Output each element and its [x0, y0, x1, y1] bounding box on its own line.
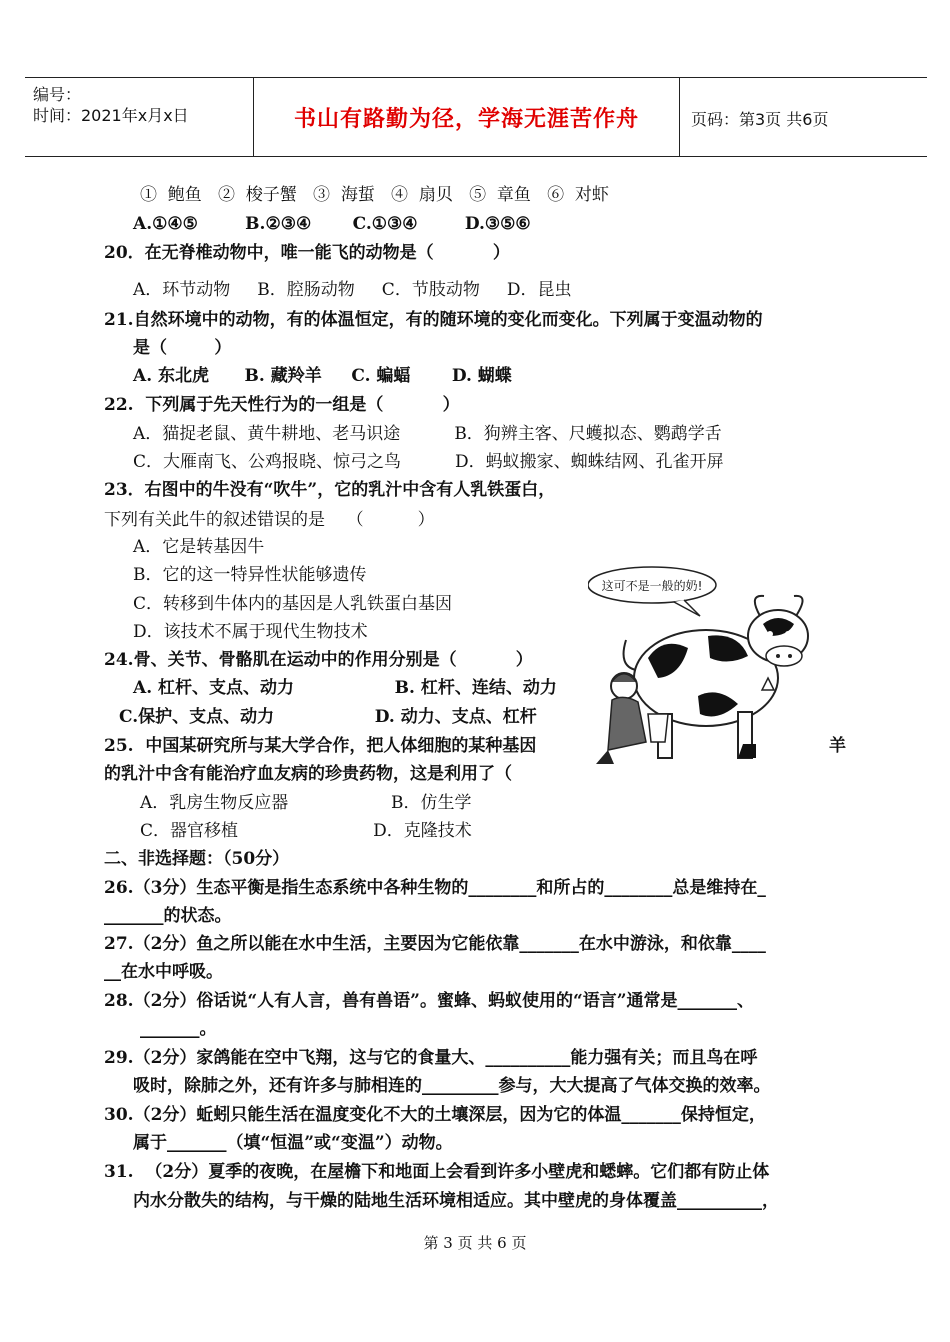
q23-stem: 23．右图中的牛没有“吹牛”，它的乳汁中含有人乳铁蛋白， [104, 480, 556, 500]
q21-stem-cont: 是（ ） [133, 338, 232, 358]
q26-line2: _______的状态。 [104, 906, 232, 926]
q25-choices-ab: A．乳房生物反应器 B．仿生学 [140, 793, 472, 813]
q21-choices: A. 东北虎 B. 藏羚羊 C. 蝙蝠 D. 蝴蝶 [133, 366, 512, 386]
q21-stem: 21.自然环境中的动物，有的体温恒定，有的随环境的变化而变化。下列属于变温动物的 [104, 310, 763, 330]
q20-choices: A．环节动物 B．腔肠动物 C．节肢动物 D．昆虫 [133, 280, 572, 300]
q28-line1: 28.（2分）俗话说“人有人言，兽有兽语”。蜜蜂、蚂蚁使用的“语言”通常是_______、 [104, 991, 755, 1011]
cow-illustration [588, 566, 820, 770]
q24-stem: 24.骨、关节、骨骼肌在运动中的作用分别是（ ） [104, 650, 533, 670]
q31-line1: 31. （2分）夏季的夜晚，在屋檐下和地面上会看到许多小壁虎和蟋蟀。它们都有防止体 [104, 1162, 770, 1182]
q23-stem-cont: 下列有关此牛的叙述错误的是 （ ） [104, 510, 435, 530]
q24-choices-ab: A. 杠杆、支点、动力 B. 杠杆、连结、动力 [133, 678, 557, 698]
q29-line2: 吸时，除肺之外，还有许多与肺相连的_________参与，大大提高了气体交换的效率。 [133, 1076, 771, 1096]
q20-stem: 20．在无脊椎动物中，唯一能飞的动物是（ ） [104, 243, 510, 263]
q22-choices-cd: C．大雁南飞、公鸡报晓、惊弓之鸟 D．蚂蚁搬家、蜘蛛结网、孔雀开屏 [133, 452, 724, 472]
q23-choice-a: A．它是转基因牛 [133, 537, 265, 557]
q25-stem-tail: 羊 [829, 736, 846, 756]
q26-line1: 26.（3分）生态平衡是指生态系统中各种生物的________和所占的________总是维持在_ [104, 878, 766, 898]
q31-line2: 内水分散失的结构，与干燥的陆地生活环境相适应。其中壁虎的身体覆盖__________， [133, 1191, 779, 1211]
q27-line1: 27.（2分）鱼之所以能在水中生活，主要因为它能依靠_______在水中游泳，和依靠____ [104, 934, 766, 954]
q24-choices-cd: C.保护、支点、动力 D. 动力、支点、杠杆 [119, 707, 537, 727]
serial-label: 编号： [33, 85, 82, 104]
time-label: 时间：2021年x月x日 [33, 106, 189, 125]
q30-line1: 30.（2分）蚯蚓只能生活在温度变化不大的土壤深层，因为它的体温_______保持恒定， [104, 1105, 766, 1125]
q22-stem: 22. 下列属于先天性行为的一组是（ ） [104, 395, 460, 415]
header-divider [679, 78, 680, 156]
q30-line2: 属于_______（填“恒温”或“变温”）动物。 [133, 1133, 453, 1153]
section-heading: 二、非选择题：（50分） [104, 849, 290, 869]
q25-stem: 25. 中国某研究所与某大学合作，把人体细胞的某种基因 [104, 736, 537, 756]
q19-options-items: ① 鲍鱼 ② 梭子蟹 ③ 海蜇 ④ 扇贝 ⑤ 章鱼 ⑥ 对虾 [140, 185, 609, 205]
q23-choice-b: B．它的这一特异性状能够遗传 [133, 565, 367, 585]
q22-choices-ab: A．猫捉老鼠、黄牛耕地、老马识途 B．狗辨主客、尺蠖拟态、鹦鹉学舌 [133, 424, 722, 444]
q25-choices-cd: C．器官移植 D．克隆技术 [140, 821, 472, 841]
q19-choices: A.①④⑤ B.②③④ C.①③④ D.③⑤⑥ [133, 214, 531, 234]
q27-line2: __在水中呼吸。 [104, 962, 223, 982]
motto: 书山有路勤为径，学海无涯苦作舟 [293, 106, 639, 132]
q29-line1: 29.（2分）家鸽能在空中飞翔，这与它的食量大、__________能力强有关；而且鸟在呼 [104, 1048, 758, 1068]
q23-choice-c: C．转移到牛体内的基因是人乳铁蛋白基因 [133, 594, 453, 614]
q23-choice-d: D．该技术不属于现代生物技术 [133, 622, 368, 642]
q28-line2: _______。 [140, 1019, 217, 1039]
cow-icon [588, 566, 820, 770]
speech-bubble-text: 这可不是一般的奶! [601, 579, 703, 593]
page-header [25, 77, 927, 157]
page-code: 页码：第3页 共6页 [691, 110, 829, 129]
q25-stem-cont: 的乳汁中含有能治疗血友病的珍贵药物，这是利用了（ [104, 764, 512, 784]
page-footer: 第 3 页 共 6 页 [423, 1234, 527, 1252]
